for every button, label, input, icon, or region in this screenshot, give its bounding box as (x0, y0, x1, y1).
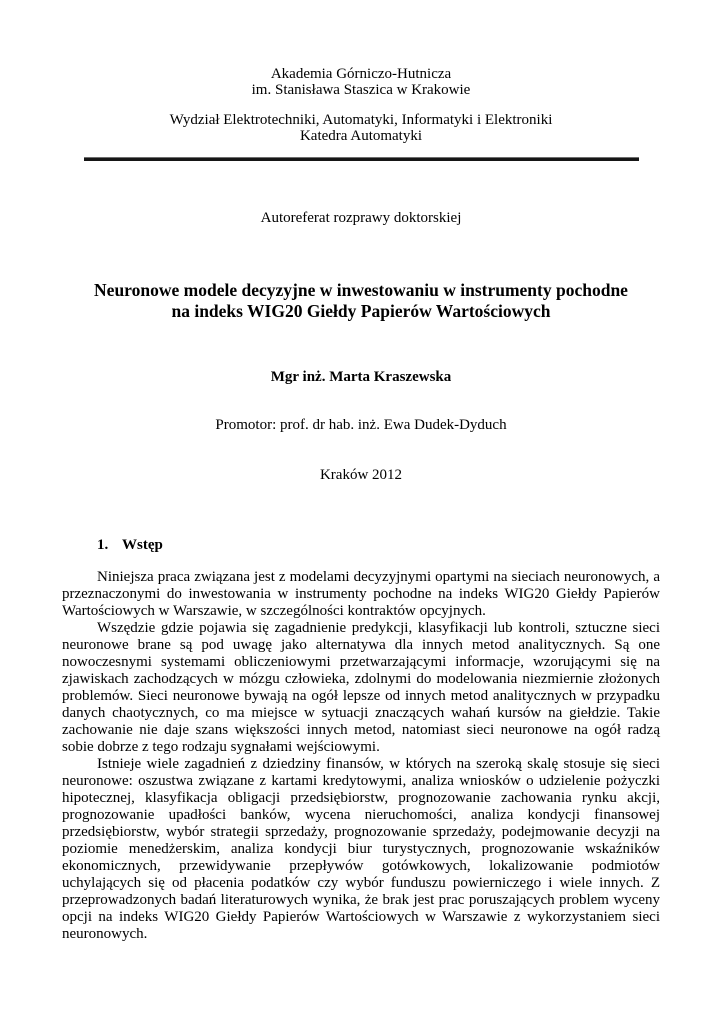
dissertation-title-line-2: na indeks WIG20 Giełdy Papierów Wartościowych (171, 301, 551, 321)
paragraph-2: Wszędzie gdzie pojawia się zagadnienie predykcji, klasyfikacji lub kontroli, sztuczne sieci neuronowe brane są pod uwagę jako alternatywa dla innych metod analitycznych. Są one nowoczesnymi systemami obliczeniowymi przetwarzającymi informacje, wzorującymi się na zjawiskach zachodzących w mózgu człowieka, zdolnymi do modelowania niezmiernie złożonych problemów. Sieci neuronowe bywają na ogół lepsze od innych metod analitycznych w przypadku danych chaotycznych, co ma miejsce w sytuacji znaczących wahań kursów na giełdzie. Takie zachowanie nie daje szans większości innych metod, natomiast sieci neuronowe na ogół radzą sobie dobrze z tego rodzaju sygnałami wejściowymi. (62, 620, 660, 755)
supervisor-line: Promotor: prof. dr hab. inż. Ewa Dudek-Dyduch (215, 417, 507, 433)
institution-name: Akademia Górniczo-Hutnicza (270, 66, 452, 82)
institution-header (62, 66, 660, 144)
section-title: Wstęp (122, 537, 163, 553)
author-name: Mgr inż. Marta Kraszewska (270, 369, 452, 385)
department-name: Katedra Automatyki (299, 128, 423, 144)
institution-patron: im. Stanisława Staszica w Krakowie (251, 82, 471, 98)
place-and-year: Kraków 2012 (319, 467, 403, 483)
paragraph-1: Niniejsza praca związana jest z modelami decyzyjnymi opartymi na sieciach neuronowych, a przeznaczonymi do inwestowania w instrumenty pochodne na indeks WIG20 Giełdy Papierów Wartościowych w Warszawie, w szczególności kontraktów opcyjnych. (62, 569, 660, 619)
faculty-name: Wydział Elektrotechniki, Automatyki, Informatyki i Elektroniki (169, 112, 553, 128)
dissertation-title-line-1: Neuronowe modele decyzyjne w inwestowaniu w instrumenty pochodne (94, 280, 628, 300)
header-divider-rule (84, 157, 639, 161)
dissertation-title (62, 280, 660, 322)
paragraph-3: Istnieje wiele zagadnień z dziedziny finansów, w których na szeroką skalę stosuje się sieci neuronowe: oszustwa związane z kartami kredytowymi, analiza wniosków o udzielenie pożyczki hipotecznej, klasyfikacja obligacji przedsiębiorstw, prognozowanie zachowania rynku akcji, prognozowanie upadłości banków, wycena nieruchomości, analiza kondycji finansowej przedsiębiorstw, wybór strategii sprzedaży, prognozowanie sprzedaży, podejmowanie decyzji na poziomie menedżerskim, analiza kondycji biur turystycznych, prognozowanie wskaźników ekonomicznych, przewidywanie przepływów gotówkowych, lokalizowanie podmiotów uchylających się od płacenia podatków czy wybór funduszu powierniczego i wiele innych. Z przeprowadzonych badań literaturowych wynika, że brak jest prac poruszających problem wyceny opcji na indeks WIG20 Giełdy Papierów Wartościowych w Warszawie z wykorzystaniem sieci neuronowych. (62, 756, 660, 942)
section-number: 1. (97, 537, 109, 553)
document-type-label: Autoreferat rozprawy doktorskiej (260, 210, 462, 226)
section-heading (62, 537, 660, 553)
introduction-body (62, 569, 660, 943)
